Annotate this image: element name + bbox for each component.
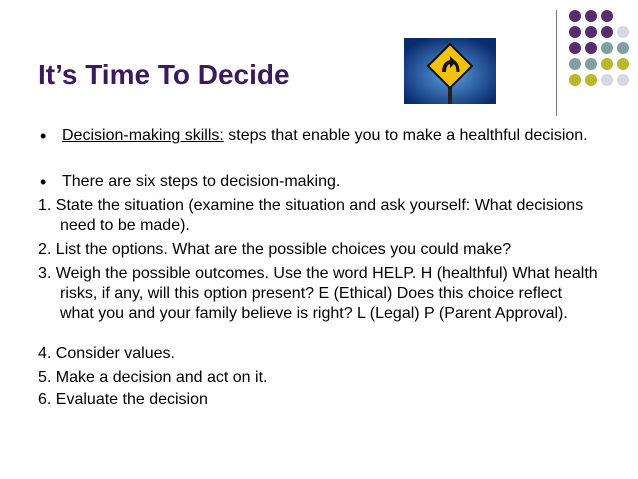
dot — [601, 42, 613, 54]
dot — [585, 58, 597, 70]
dot — [585, 42, 597, 54]
bullet-icon: • — [40, 172, 47, 192]
dot — [569, 10, 581, 22]
dot — [601, 26, 613, 38]
vertical-divider — [556, 10, 557, 116]
bullet-icon: • — [40, 126, 47, 146]
dot — [617, 26, 629, 38]
dot — [569, 58, 581, 70]
bullet-term: Decision-making skills: — [62, 127, 224, 144]
bullet-text: There are six steps to decision-making. — [62, 173, 341, 190]
bullet-text — [62, 126, 602, 146]
dot — [617, 74, 629, 86]
dot — [617, 42, 629, 54]
step-item: 4. Consider values. — [38, 345, 175, 362]
dot — [617, 58, 629, 70]
dot — [601, 10, 613, 22]
dot — [601, 74, 613, 86]
slide-title: It’s Time To Decide — [38, 59, 290, 90]
road-sign-image — [404, 38, 496, 104]
dot — [585, 10, 597, 22]
dot — [569, 74, 581, 86]
bullet-definition: steps that enable you to make a healthful decision. — [223, 127, 588, 144]
dot — [585, 74, 597, 86]
dot — [585, 26, 597, 38]
step-item: 1. State the situation (examine the situation and ask yourself: What decisions need to be made). — [38, 197, 584, 234]
step-item: 3. Weigh the possible outcomes. Use the word HELP. H (healthful) What health risks, if any, will this option present? E (Ethical) Does this choice reflect what you and your family believe is right? L (Legal) P (Parent Approval). — [38, 265, 598, 322]
decorative-dot-grid — [567, 10, 633, 98]
step-item: 5. Make a decision and act on it. — [38, 369, 268, 386]
dot — [569, 26, 581, 38]
step-item: 6. Evaluate the decision — [38, 391, 208, 408]
dot — [569, 42, 581, 54]
step-item: 2. List the options. What are the possible choices you could make? — [38, 241, 512, 258]
dot — [601, 58, 613, 70]
road-sign-icon — [404, 38, 496, 104]
